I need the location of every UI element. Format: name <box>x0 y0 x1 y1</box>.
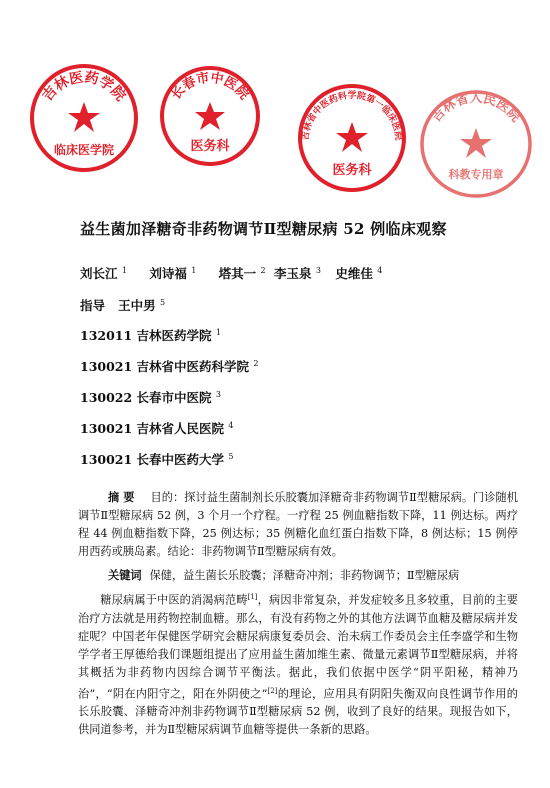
svg-text:吉林医药学院: 吉林医药学院 <box>39 69 129 105</box>
advisor-name: 王中男 <box>118 298 156 313</box>
advisor <box>80 296 165 314</box>
seal-icon <box>28 62 140 174</box>
seal-icon <box>158 64 262 168</box>
affiliation: 132011 吉林医药学院 $^1$ <box>80 327 221 343</box>
stamp-jilin-peoples-hospital <box>418 88 534 200</box>
author: 史维佳 $^4$ <box>335 265 383 281</box>
stamp-jilin-tcm-academy <box>296 82 408 194</box>
abstract-label: 摘要 <box>108 490 139 504</box>
svg-text:吉林省中医药科学院第一临床医院: 吉林省中医药科学院第一临床医院 <box>300 91 404 142</box>
svg-text:医务科: 医务科 <box>190 139 230 154</box>
abstract-text: 目的：探讨益生菌制剂长乐胶囊加泽糖奇非药物调节Ⅱ型糖尿病。门诊随机调节Ⅱ型糖尿病 52 例，3 个月一个疗程。一疗程 25 例血糖指数下降，11 例达标。两疗程 44 例血糖指数下降，25 例达标；35 例糖化血红蛋白指数下降，8 例达标；15 例停用西药或胰岛素。结论：非药物调节Ⅱ型糖尿病有效。 <box>78 491 518 558</box>
advisor-sup: 5 <box>159 297 166 307</box>
citation-ref[interactable]: [1] <box>247 593 258 601</box>
svg-text:吉林省人民医院: 吉林省人民医院 <box>428 91 524 126</box>
author: 刘诗福 $^1$ <box>149 265 197 281</box>
svg-text:长春市中医院: 长春市中医院 <box>168 70 252 103</box>
author: 李玉泉 $^3$ <box>273 265 321 281</box>
svg-text:临床医学院: 临床医学院 <box>53 143 115 157</box>
svg-text:医务科: 医务科 <box>332 163 372 178</box>
body-text <box>78 588 518 739</box>
seal-icon <box>418 88 534 200</box>
stamp-jilin-medical-college <box>28 62 140 174</box>
keywords <box>108 567 528 583</box>
abstract <box>78 488 518 561</box>
citation-ref[interactable]: [2] <box>267 686 278 695</box>
author: 塔其一 $^2$ <box>218 265 266 281</box>
author-list <box>80 264 400 282</box>
paper-title: 益生菌加泽糖奇非药物调节Ⅱ型糖尿病 52 例临床观察 <box>80 220 447 238</box>
stamp-changchun-tcm-hospital <box>158 64 262 168</box>
affiliation: 130022 长春市中医院 $^3$ <box>80 389 221 405</box>
svg-text:科教专用章: 科教专用章 <box>448 168 504 181</box>
affiliation: 130021 吉林省人民医院 $^4$ <box>80 420 234 436</box>
seal-icon <box>296 82 408 194</box>
affiliation: 130021 吉林省中医药科学院 $^2$ <box>80 358 259 374</box>
keywords-text: 保健，益生菌长乐胶囊；泽糖奇冲剂；非药物调节；Ⅱ型糖尿病 <box>149 569 460 582</box>
paragraph: 糖尿病属于中医的消渴病范畴[1]，病因非常复杂，并发症较多且多较重，目前的主要治疗方法就是用药物控制血糖。那么，有没有药物之外的其他方法调节血糖及糖尿病并发症呢？中国老年保健医学研究会糖尿病康复委员会、治未病工作委员会主任李盛学和生物学学者王厚德给我们课题组提出了应用益生菌加维生素、微量元素调节Ⅱ型糖尿病，并将其概括为非药物内因综合调节平衡法。据此，我们依据中医学“阴平阳秘，精神乃治”，“阴在内阳守之，阳在外阴使之”[2]的理论，应用具有阴阳失衡双向良性调节作用的长乐胶囊、泽糖奇冲剂非药物调节Ⅱ型糖尿病 52 例，收到了良好的结果。现报告如下，供同道参考，并为Ⅱ型糖尿病调节血糖等提供一条新的思路。 <box>78 593 518 737</box>
advisor-label: 指导 <box>80 298 106 313</box>
keywords-label: 关键词 <box>108 568 142 582</box>
author: 刘长江 $^1$ <box>80 265 127 281</box>
affiliation: 130021 长春中医药大学 $^5$ <box>80 451 234 467</box>
